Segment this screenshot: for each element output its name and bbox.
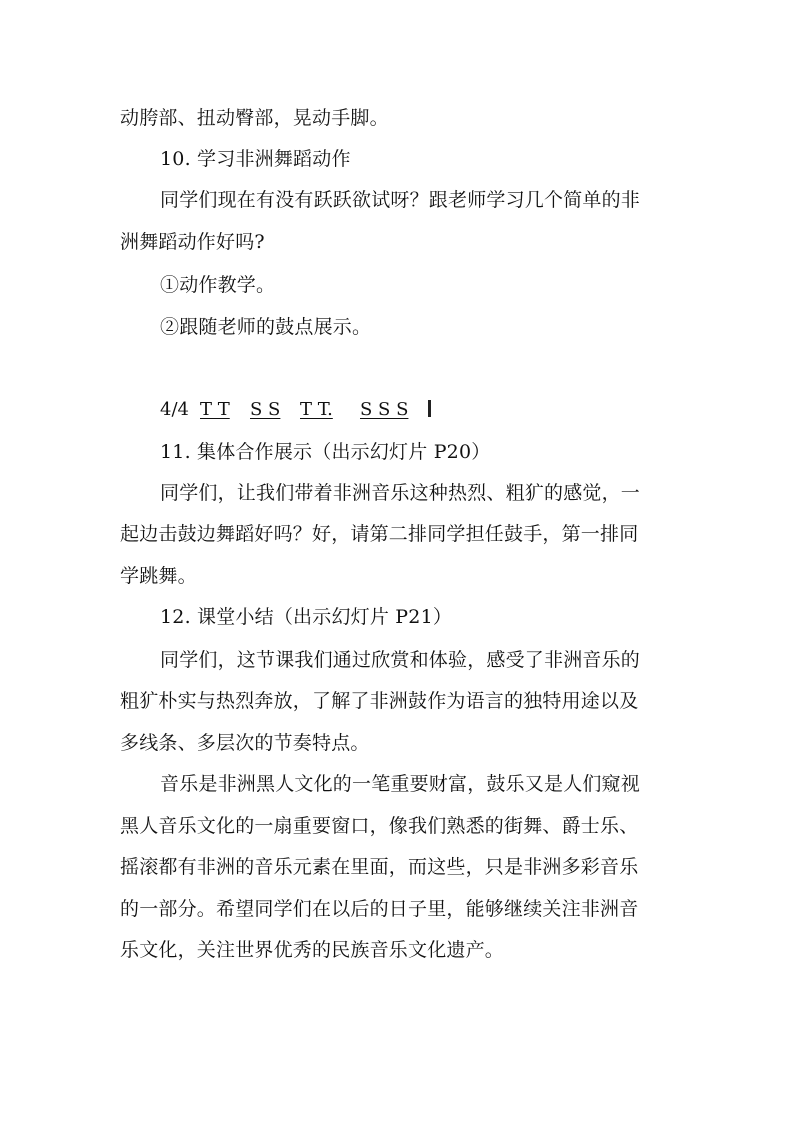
rhythm-group: T T. <box>300 399 333 420</box>
paragraph-line: 起边击鼓边舞蹈好吗？好，请第二排同学担任鼓手，第一排同 <box>120 523 639 545</box>
paragraph-line: 粗犷朴实与热烈奔放，了解了非洲鼓作为语言的独特用途以及 <box>120 690 639 712</box>
paragraph-line: 同学们，这节课我们通过欣赏和体验，感受了非洲音乐的 <box>160 649 641 671</box>
rhythm-group: S S <box>250 399 281 420</box>
time-signature: 4/4 <box>160 399 189 420</box>
paragraph-line: 摇滚都有非洲的音乐元素在里面，而这些，只是非洲多彩音乐 <box>120 856 639 878</box>
paragraph-line: 音乐是非洲黑人文化的一笔重要财富，鼓乐又是人们窥视 <box>160 773 641 795</box>
section-heading-10: 10. 学习非洲舞蹈动作 <box>160 148 351 170</box>
paragraph-line: 学跳舞。 <box>120 565 197 587</box>
paragraph-line: 的一部分。希望同学们在以后的日子里，能够继续关注非洲音 <box>120 898 639 920</box>
section-heading-11: 11. 集体合作展示（出示幻灯片 P20） <box>160 441 491 463</box>
bar-line <box>428 400 431 417</box>
list-item-step-2: ②跟随老师的鼓点展示。 <box>160 316 372 338</box>
paragraph-line: 乐文化，关注世界优秀的民族音乐文化遗产。 <box>120 939 505 961</box>
section-heading-12: 12. 课堂小结（出示幻灯片 P21） <box>160 606 453 628</box>
rhythm-group: S S S <box>360 399 409 420</box>
paragraph-line: 动胯部、扭动臀部，晃动手脚。 <box>120 107 389 129</box>
paragraph-line: 同学们，让我们带着非洲音乐这种热烈、粗犷的感觉，一 <box>160 482 641 504</box>
paragraph-line: 同学们现在有没有跃跃欲试呀？跟老师学习几个简单的非 <box>160 189 641 211</box>
list-item-step-1: ①动作教学。 <box>160 274 276 296</box>
paragraph-line: 多线条、多层次的节奏特点。 <box>120 732 370 754</box>
paragraph-line: 洲舞蹈动作好吗? <box>120 231 265 253</box>
paragraph-line: 黑人音乐文化的一扇重要窗口，像我们熟悉的街舞、爵士乐、 <box>120 815 639 837</box>
rhythm-group: T T <box>200 399 230 420</box>
